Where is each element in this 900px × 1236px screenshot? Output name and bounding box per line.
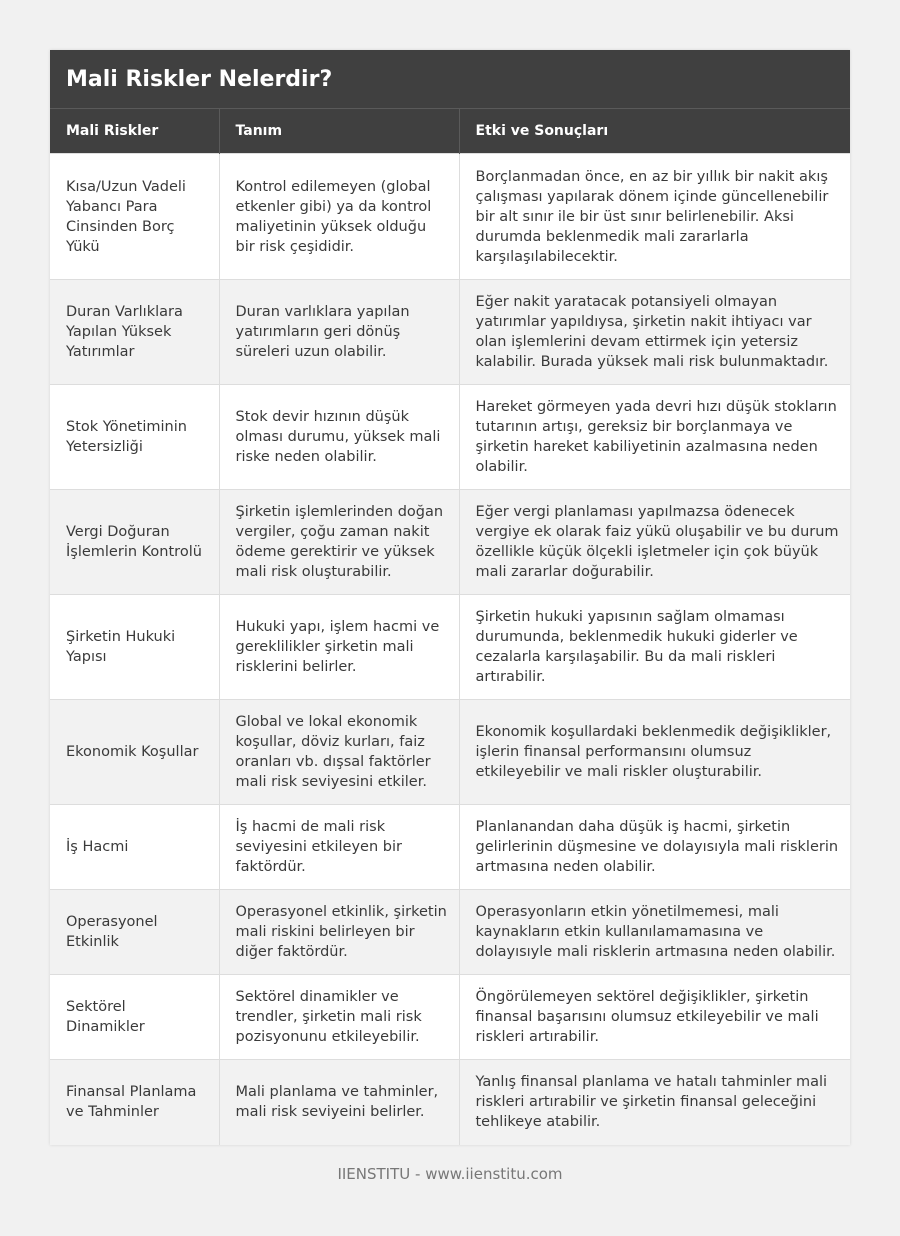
cell-effect: Eğer nakit yaratacak potansiyeli olmayan yatırımlar yapıldıysa, şirketin nakit ihtiyacı var olan işlemlerini devam ettirmek için yetersiz kalabilir. Burada yüksek mali risk bulunmaktadır. <box>459 280 850 385</box>
table-row <box>50 975 850 1060</box>
column-header-risk: Mali Riskler <box>50 109 219 154</box>
cell-effect: Planlanandan daha düşük iş hacmi, şirketin gelirlerinin düşmesine ve dolayısıyla mali risklerin artmasına neden olabilir. <box>459 805 850 890</box>
cell-risk: İş Hacmi <box>50 805 219 890</box>
cell-risk: Stok Yönetiminin Yetersizliği <box>50 385 219 490</box>
table-header-row <box>50 109 850 154</box>
table-card <box>50 50 850 1145</box>
cell-risk: Duran Varlıklara Yapılan Yüksek Yatırımlar <box>50 280 219 385</box>
cell-effect: Eğer vergi planlaması yapılmazsa ödenecek vergiye ek olarak faiz yükü oluşabilir ve bu durum özellikle küçük ölçekli işletmeler için çok büyük mali zararlar doğurabilir. <box>459 490 850 595</box>
cell-definition: Sektörel dinamikler ve trendler, şirketin mali risk pozisyonunu etkileyebilir. <box>219 975 459 1060</box>
cell-effect: Şirketin hukuki yapısının sağlam olmaması durumunda, beklenmedik hukuki giderler ve cezalarla karşılaşabilir. Bu da mali riskleri artırabilir. <box>459 595 850 700</box>
table-row <box>50 154 850 280</box>
cell-definition: İş hacmi de mali risk seviyesini etkileyen bir faktördür. <box>219 805 459 890</box>
cell-effect: Hareket görmeyen yada devri hızı düşük stokların tutarının artışı, gereksiz bir borçlanmaya ve şirketin hareket kabiliyetinin azalmasına neden olabilir. <box>459 385 850 490</box>
risk-table <box>50 108 850 1145</box>
footer-credit: IIENSTITU - www.iienstitu.com <box>337 1165 563 1183</box>
cell-risk: Operasyonel Etkinlik <box>50 890 219 975</box>
cell-effect: Borçlanmadan önce, en az bir yıllık bir nakit akış çalışması yapılarak dönem içinde güncellenebilir bir alt sınır ile bir üst sınır belirlenebilir. Aksi durumda beklenmedik mali zararlarla karşılaşılabilecektir. <box>459 154 850 280</box>
cell-risk: Şirketin Hukuki Yapısı <box>50 595 219 700</box>
table-row <box>50 700 850 805</box>
cell-definition: Şirketin işlemlerinden doğan vergiler, çoğu zaman nakit ödeme gerektirir ve yüksek mali risk oluşturabilir. <box>219 490 459 595</box>
column-header-definition: Tanım <box>219 109 459 154</box>
cell-effect: Ekonomik koşullardaki beklenmedik değişiklikler, işlerin finansal performansını olumsuz etkileyebilir ve mali riskler oluşturabilir. <box>459 700 850 805</box>
table-row <box>50 890 850 975</box>
cell-risk: Finansal Planlama ve Tahminler <box>50 1060 219 1145</box>
cell-risk: Ekonomik Koşullar <box>50 700 219 805</box>
table-row <box>50 385 850 490</box>
cell-definition: Stok devir hızının düşük olması durumu, yüksek mali riske neden olabilir. <box>219 385 459 490</box>
cell-definition: Kontrol edilemeyen (global etkenler gibi) ya da kontrol maliyetinin yüksek olduğu bir risk çeşididir. <box>219 154 459 280</box>
page-title: Mali Riskler Nelerdir? <box>50 50 850 108</box>
cell-definition: Duran varlıklara yapılan yatırımların geri dönüş süreleri uzun olabilir. <box>219 280 459 385</box>
cell-definition: Global ve lokal ekonomik koşullar, döviz kurları, faiz oranları vb. dışsal faktörler mali risk seviyesini etkiler. <box>219 700 459 805</box>
table-row <box>50 595 850 700</box>
cell-definition: Mali planlama ve tahminler, mali risk seviyeini belirler. <box>219 1060 459 1145</box>
column-header-effect: Etki ve Sonuçları <box>459 109 850 154</box>
table-row <box>50 280 850 385</box>
table-row <box>50 805 850 890</box>
cell-effect: Operasyonların etkin yönetilmemesi, mali kaynakların etkin kullanılamamasına ve dolayısıyle mali risklerin artmasına neden olabilir. <box>459 890 850 975</box>
table-row <box>50 1060 850 1145</box>
cell-effect: Yanlış finansal planlama ve hatalı tahminler mali riskleri artırabilir ve şirketin finansal geleceğini tehlikeye atabilir. <box>459 1060 850 1145</box>
cell-definition: Hukuki yapı, işlem hacmi ve gereklilikler şirketin mali risklerini belirler. <box>219 595 459 700</box>
table-row <box>50 490 850 595</box>
cell-risk: Sektörel Dinamikler <box>50 975 219 1060</box>
cell-effect: Öngörülemeyen sektörel değişiklikler, şirketin finansal başarısını olumsuz etkileyebilir ve mali riskleri artırabilir. <box>459 975 850 1060</box>
cell-risk: Vergi Doğuran İşlemlerin Kontrolü <box>50 490 219 595</box>
cell-definition: Operasyonel etkinlik, şirketin mali riskini belirleyen bir diğer faktördür. <box>219 890 459 975</box>
cell-risk: Kısa/Uzun Vadeli Yabancı Para Cinsinden Borç Yükü <box>50 154 219 280</box>
